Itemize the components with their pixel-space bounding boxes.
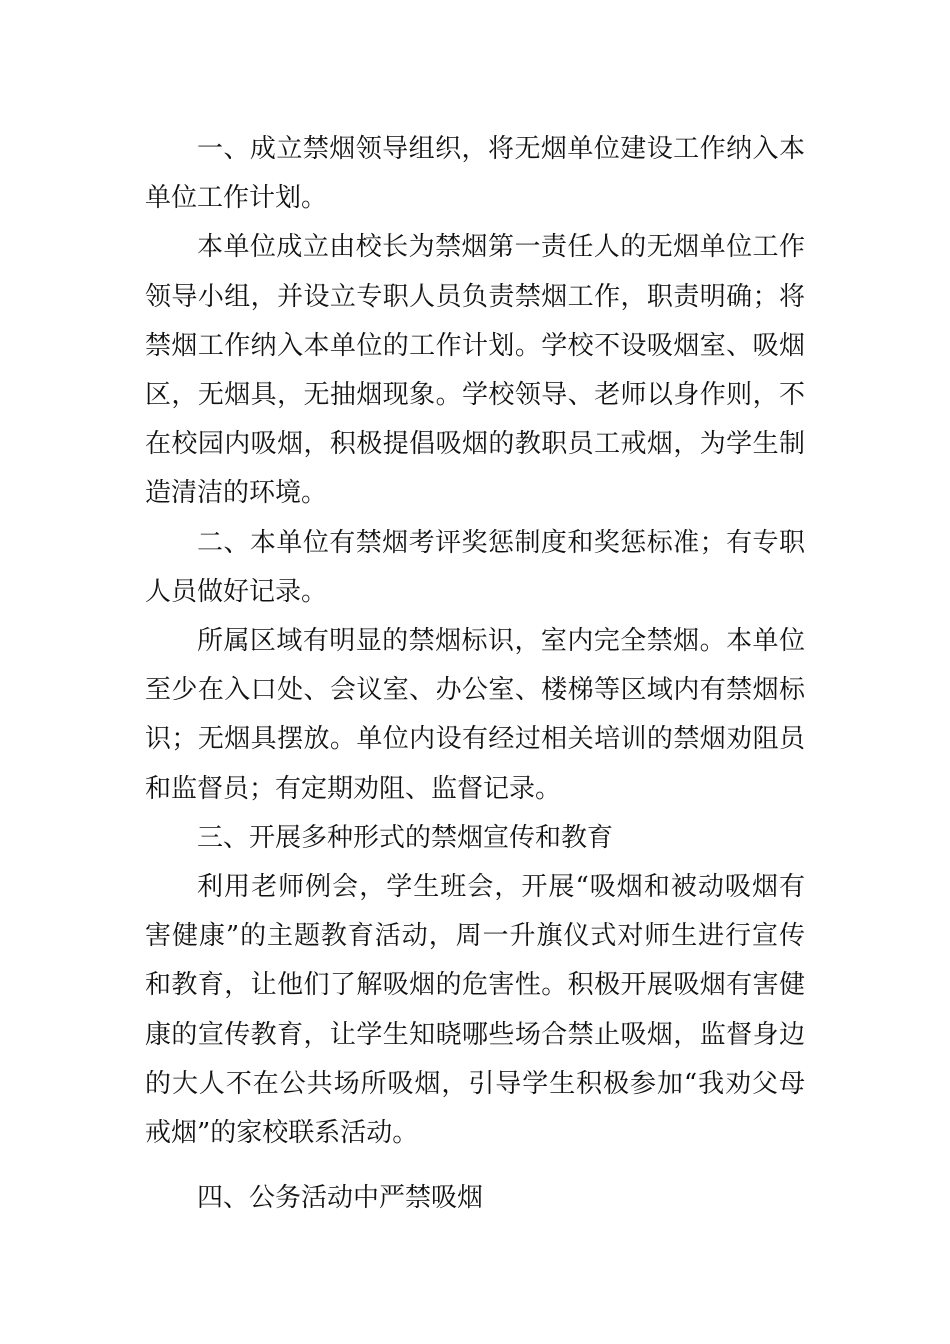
paragraph-1: 本单位成立由校长为禁烟第一责任人的无烟单位工作领导小组，并设立专职人员负责禁烟工作，职责明确；将禁烟工作纳入本单位的工作计划。学校不设吸烟室、吸烟区，无烟具，无抽烟现象。学校领导、老师以身作则，不在校园内吸烟，积极提倡吸烟的教职员工戒烟，为学生制造清洁的环境。	[145, 232, 805, 509]
paragraph-3: 利用老师例会，学生班会，开展“吸烟和被动吸烟有害健康”的主题教育活动，周一升旗仪式对师生进行宣传和教育，让他们了解吸烟的危害性。积极开展吸烟有害健康的宣传教育，让学生知晓哪些场合禁止吸烟，监督身边的大人不在公共场所吸烟，引导学生积极参加“我劝父母戒烟”的家校联系活动。	[145, 872, 805, 1149]
paragraph-2: 所属区域有明显的禁烟标识，室内完全禁烟。本单位至少在入口处、会议室、办公室、楼梯等区域内有禁烟标识；无烟具摆放。单位内设有经过相关培训的禁烟劝阻员和监督员；有定期劝阻、监督记录。	[145, 626, 805, 804]
section-heading-2: 二、本单位有禁烟考评奖惩制度和奖惩标准；有专职人员做好记录。	[145, 527, 805, 607]
document-body	[145, 125, 805, 1223]
section-heading-4: 四、公务活动中严禁吸烟	[197, 1183, 484, 1214]
section-heading-3: 三、开展多种形式的禁烟宣传和教育	[197, 822, 614, 853]
section-heading-1: 一、成立禁烟领导组织，将无烟单位建设工作纳入本单位工作计划。	[145, 134, 805, 214]
